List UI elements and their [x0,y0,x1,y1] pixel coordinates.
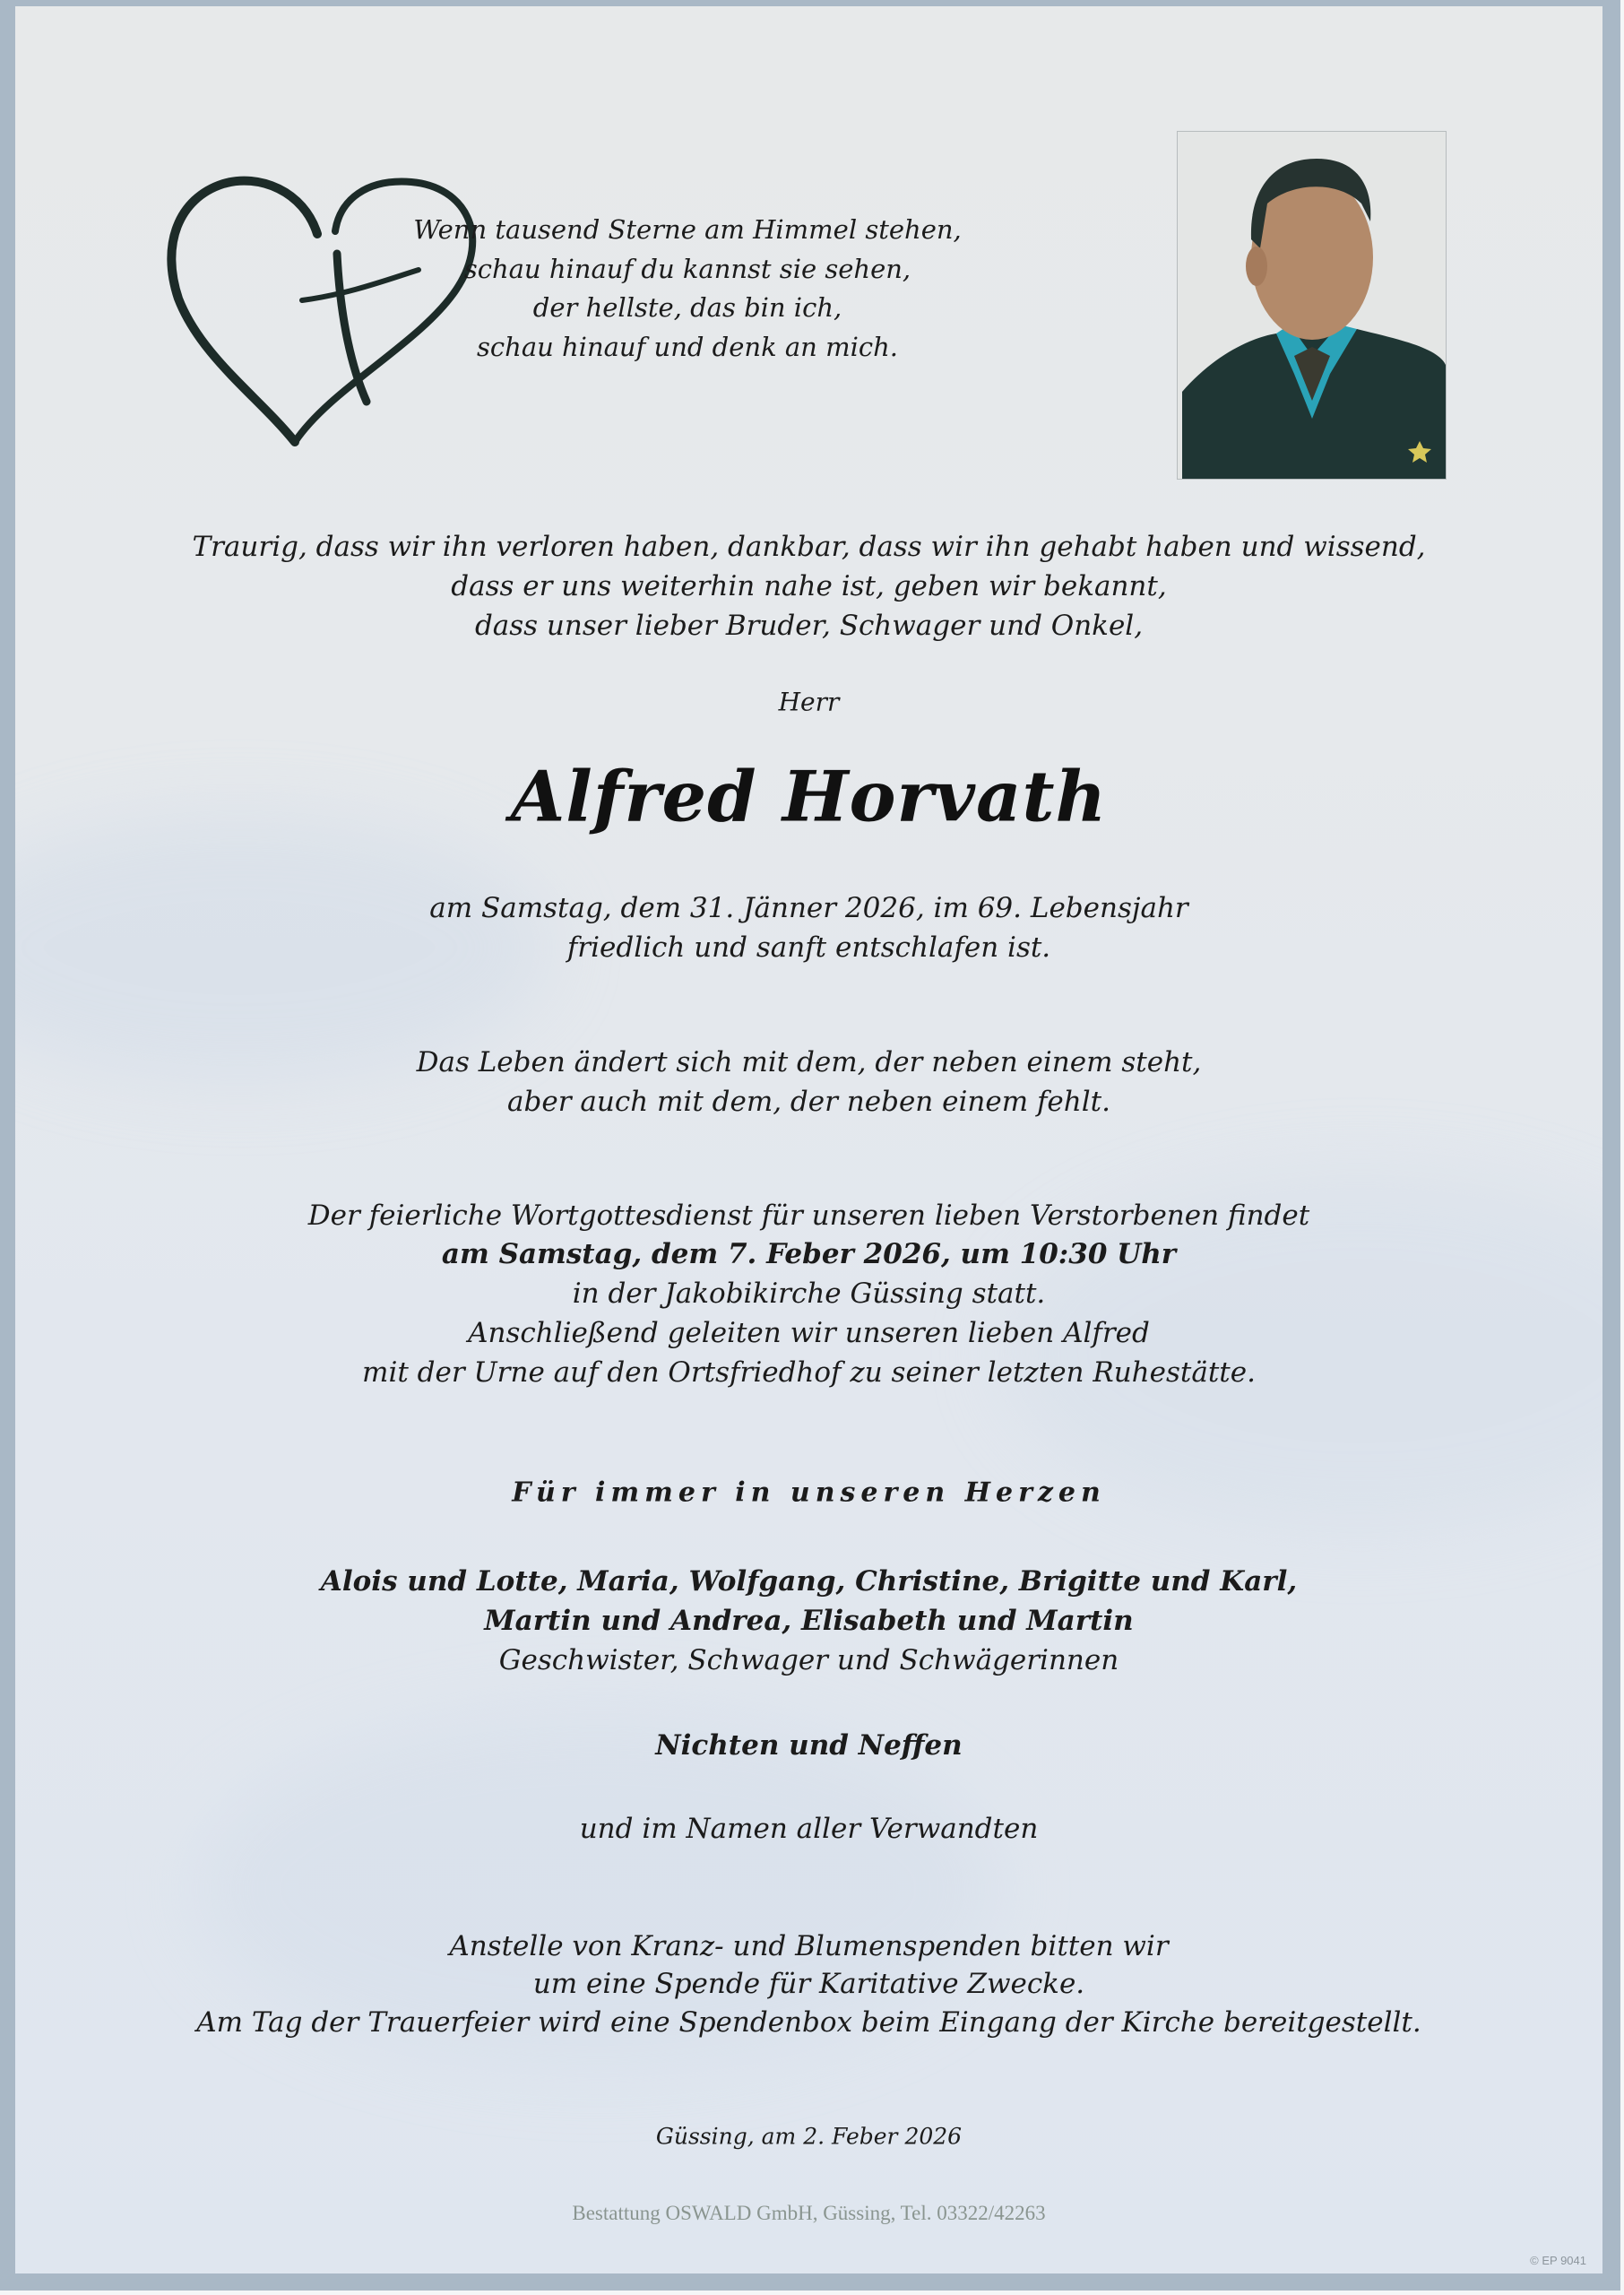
place-date: Güssing, am 2. Feber 2026 [655,2123,963,2150]
service-line: in der Jakobikirche Güssing statt. [572,1277,1046,1310]
donation-line: um eine Spende für Karitative Zwecke. [532,1968,1085,2000]
quote-line: aber auch mit dem, der neben einem fehlt. [507,1086,1110,1118]
service-line: Der feierliche Wortgottesdienst für unseren lieben Verstorbenen findet [307,1199,1310,1232]
service-datetime: am Samstag, dem 7. Feber 2026, um 10:30 Uhr [441,1238,1177,1270]
obituary-paper [15,6,1602,2273]
donation-line: Anstelle von Kranz- und Blumenspenden bitten wir [449,1930,1169,1962]
death-date-line: am Samstag, dem 31. Jänner 2026, im 69. Lebensjahr [429,892,1188,924]
death-date-line: friedlich und sanft entschlafen ist. [566,931,1051,964]
poem-line: schau hinauf du kannst sie sehen, [463,254,911,284]
donation-line: Am Tag der Trauerfeier wird eine Spendenbox beim Eingang der Kirche bereitgestellt. [196,2006,1421,2039]
siblings-relation: Geschwister, Schwager und Schwägerinnen [498,1644,1119,1676]
quote-line: Das Leben ändert sich mit dem, der neben einem steht, [416,1046,1202,1078]
copyright-label: © EP 9041 [1530,2254,1586,2267]
service-line: Anschließend geleiten wir unseren lieben Alfred [468,1317,1150,1349]
portrait-image [1178,132,1446,479]
intro-line: dass unser lieber Bruder, Schwager und Onkel, [474,610,1144,642]
poem-line: schau hinauf und denk an mich. [477,332,898,362]
siblings-names: Alois und Lotte, Maria, Wolfgang, Christine, Brigitte und Karl, [320,1565,1298,1598]
portrait-photo [1177,131,1447,480]
intro-line: dass er uns weiterhin nahe ist, geben wir bekannt, [451,570,1167,602]
deceased-name: Alfred Horvath [510,756,1108,838]
poem-line: Wenn tausend Sterne am Himmel stehen, [413,214,962,245]
mourners-heading: Für immer in unseren Herzen [512,1477,1106,1509]
intro-line: Traurig, dass wir ihn verloren haben, dankbar, dass wir ihn gehabt haben und wissend, [192,531,1426,563]
poem-line: der hellste, das bin ich, [532,292,842,323]
service-line: mit der Urne auf den Ortsfriedhof zu seiner letzten Ruhestätte. [362,1356,1256,1389]
nieces-nephews: Nichten und Neffen [655,1729,963,1762]
siblings-names: Martin und Andrea, Elisabeth und Martin [484,1605,1134,1637]
undertaker-info: Bestattung OSWALD GmbH, Güssing, Tel. 03322/42263 [572,2202,1046,2224]
relatives-line: und im Namen aller Verwandten [579,1813,1039,1845]
salutation: Herr [778,687,840,717]
